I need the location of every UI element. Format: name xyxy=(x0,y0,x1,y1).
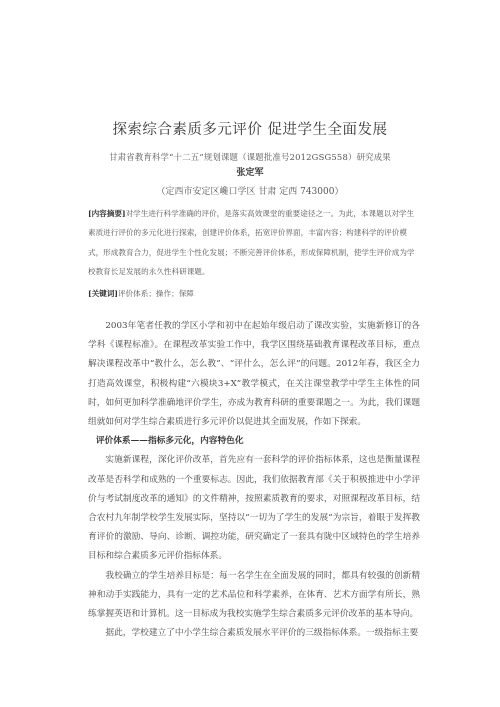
abstract xyxy=(88,204,418,282)
body-paragraph: 2003年笔者任教的学区小学和初中在起始年级启动了课改实验，实施新修订的各学科《课程标准》。在课程改革实验工作中，我学区围绕基础教育课程改革目标，重点解决课程改革中“教什么，怎么教”、“评什么，怎么评”的问题。2012年春，我区全力打造高效课堂，积极构建“六模块3+X”教学模式，在关注课堂教学中学生主体性的同时，如何更加科学准确地评价学生，亦成为教育科研的重要课题之一。为此，我们课题组就如何对学生综合素质进行多元评价以促进其全面发展，作如下探索。 xyxy=(88,321,420,428)
keywords-text: 评价体系；操作；保障 xyxy=(117,289,194,298)
body-text xyxy=(88,317,420,643)
document-subtitle: 甘肃省教育科学“十二五”规划课题（课题批准号2012GSG558）研究成果 xyxy=(109,152,391,162)
body-paragraph: 我校确立的学生培养目标是：每一名学生在全面发展的同时，都具有较强的创新精神和动手实践能力，具有一定的艺术品位和科学素养，在体育、艺术方面学有所长，熟练掌握英语和计算机。这一目标成为我校实施学生综合素质多元评价改革的基本导向。 xyxy=(88,570,420,620)
body-paragraph: 实施新课程，深化评价改革，首先应有一套科学的评价指标体系，这也是衡量课程改革是否科学和成熟的一个重要标志。因此，我们依据教育部《关于积极推进中小学评价与考试制度改革的通知》的文件精神，按照素质教育的要求，对照课程改革目标，结合农村九年制学校学生发展实际，坚持以“一切为了学生的发展”为宗旨，着眼于发挥教育评价的激励、导向、诊断、调控功能，研究确定了一套具有陇中区域特色的学生培养目标和综合素质多元评价指标体系。 xyxy=(88,455,420,562)
keywords xyxy=(88,287,418,301)
author-name: 张定军 xyxy=(236,168,264,178)
abstract-label: [内容摘要] xyxy=(88,209,126,218)
abstract-text: 对学生进行科学准确的评价，是落实高效课堂的重要途径之一。为此，本课题以对学生素质进行评价的多元化进行探索，创建评价体系，拓宽评价界面，丰富内容；构建科学的评价模式，形成教育合力，促进学生个性化发展；不断完善评价体系，形成保障机制，使学生评价成为学校教育长足发展的永久性科研课题。 xyxy=(88,209,415,277)
document-title: 探索综合素质多元评价 促进学生全面发展 xyxy=(112,122,388,138)
body-paragraph: 据此，学校建立了中小学生综合素质发展水平评价的三级指标体系。一级指标主要 xyxy=(105,628,419,639)
keywords-label: [关键词] xyxy=(88,289,118,298)
section-heading: 评价体系——指标多元化，内容特色化 xyxy=(95,436,244,447)
author-affiliation: （定西市安定区巉口学区 甘肃 定西 743000） xyxy=(156,187,344,197)
